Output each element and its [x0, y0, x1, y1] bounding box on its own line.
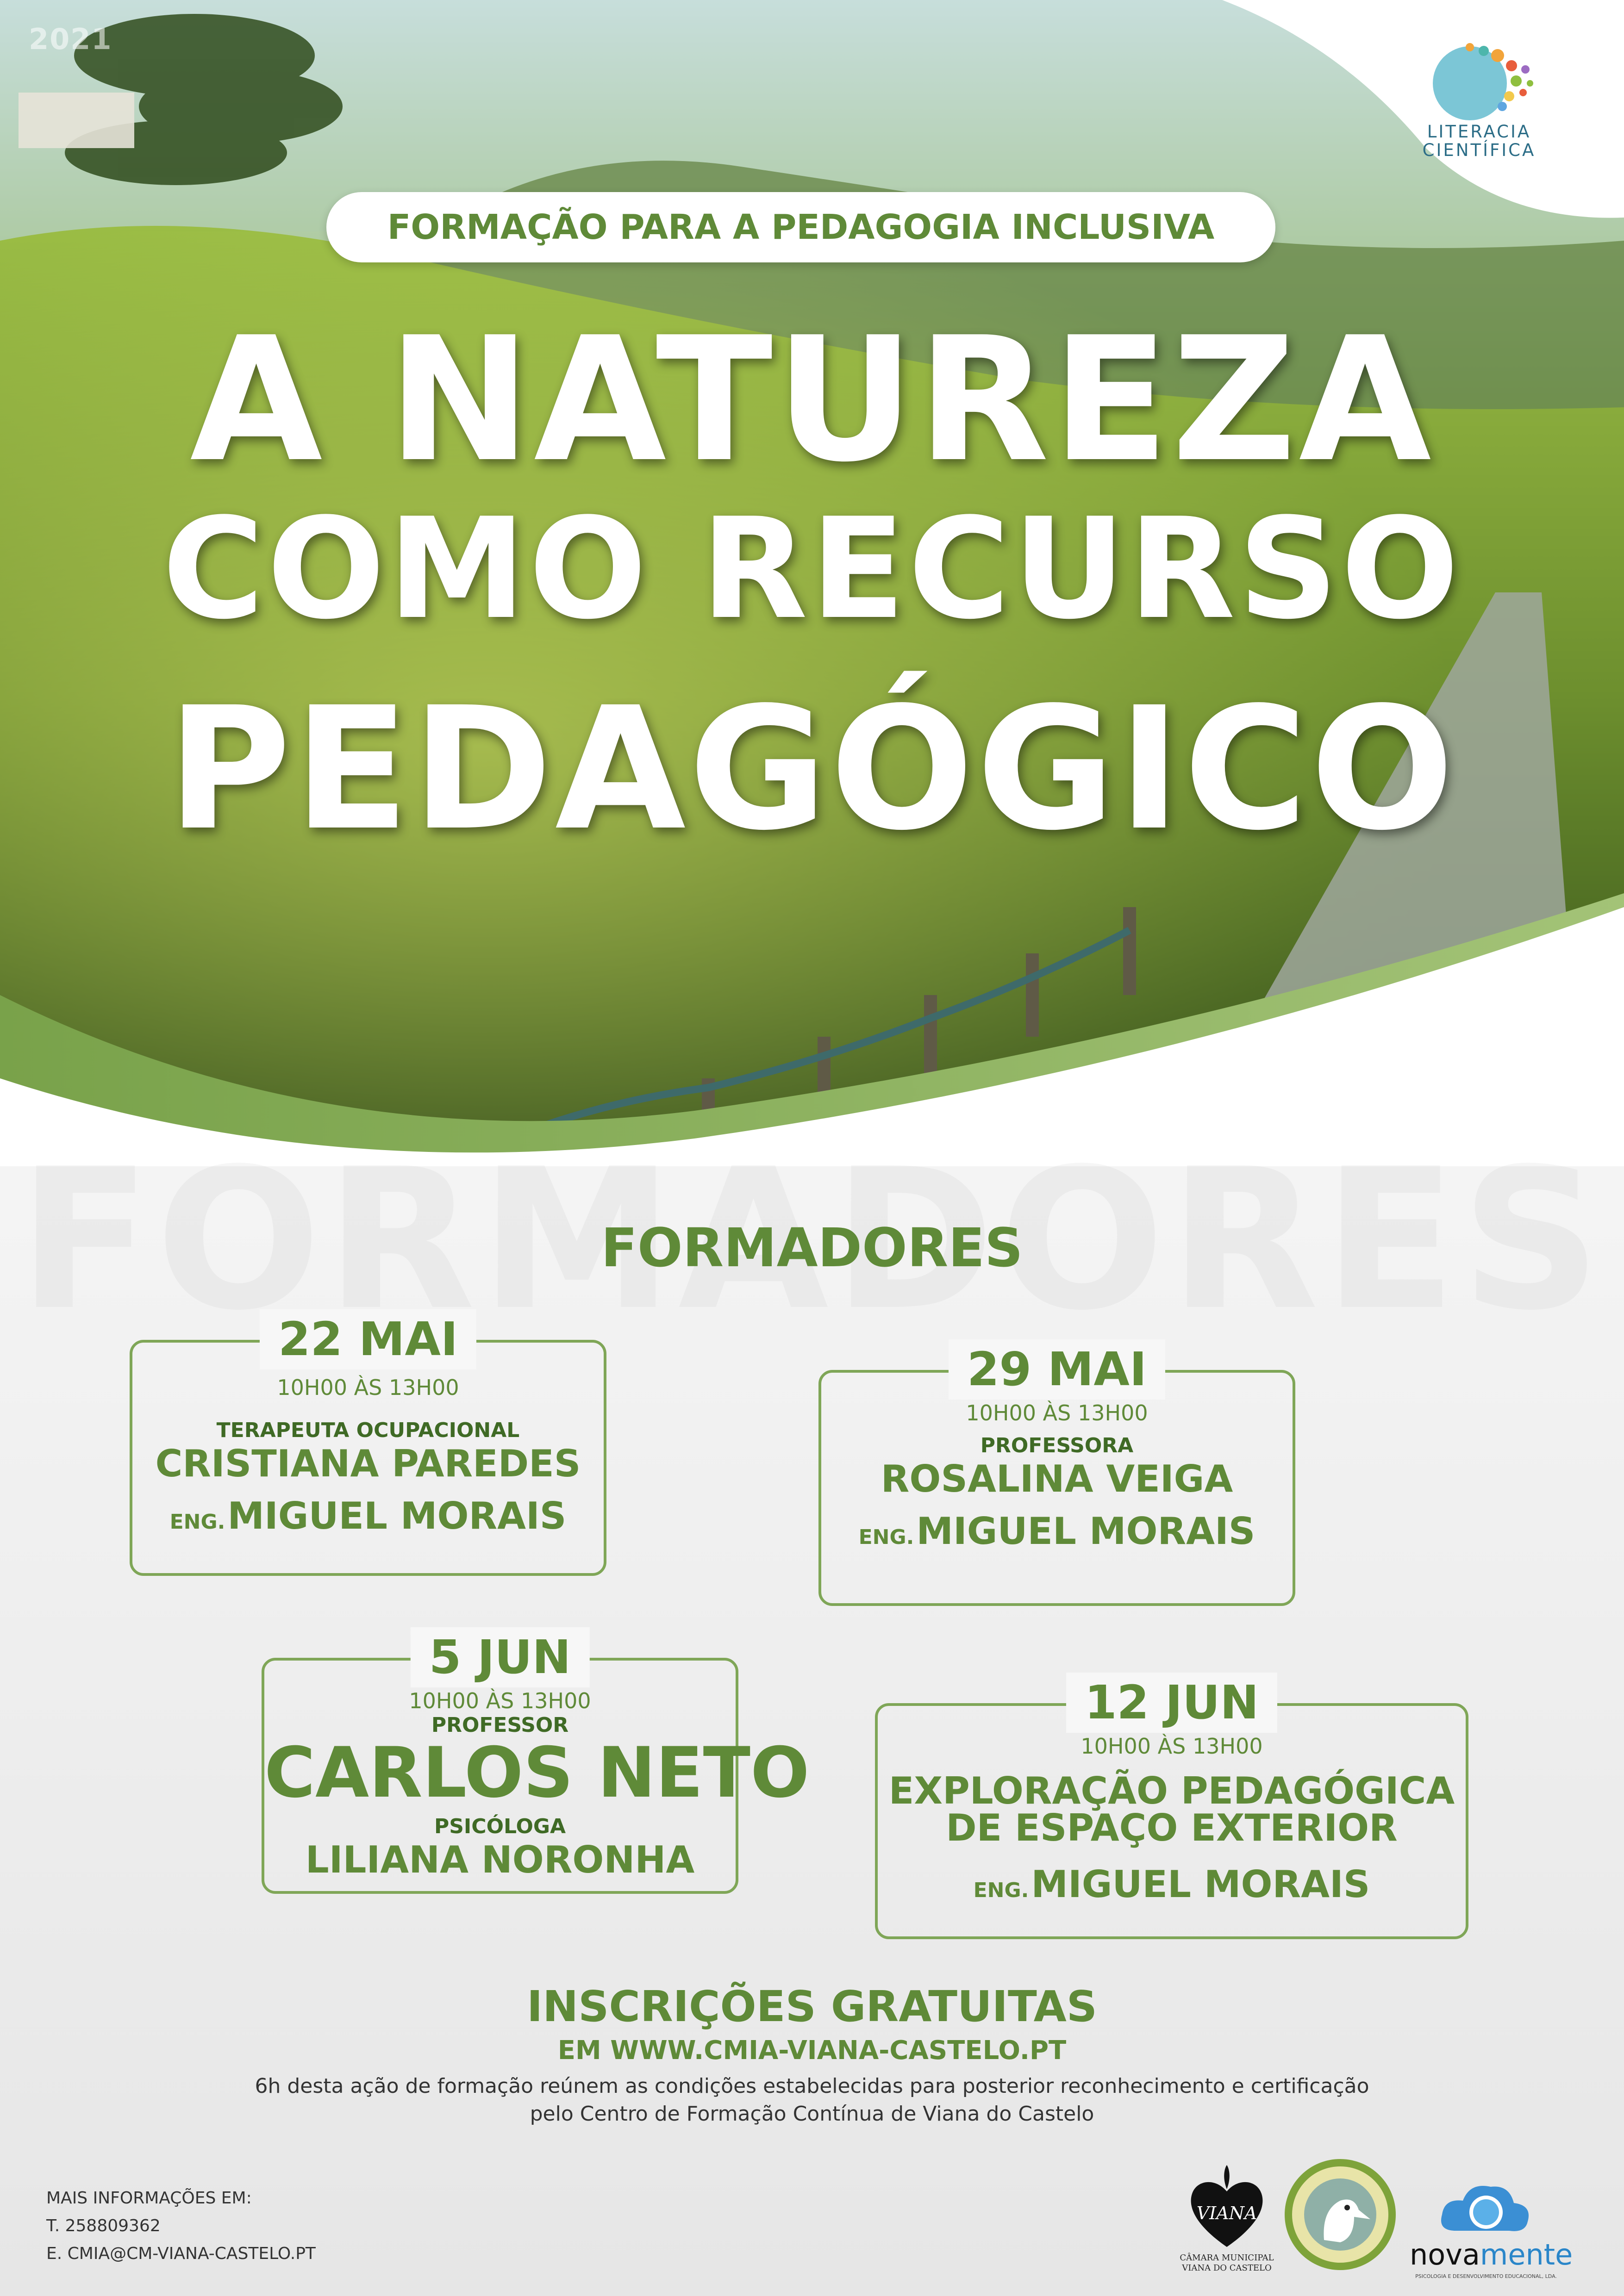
novamente-word-b: mente — [1480, 2238, 1573, 2271]
novamente-logo — [1410, 2171, 1573, 2282]
contact-email[interactable]: E. CMIA@CM-VIANA-CASTELO.PT — [46, 2244, 316, 2263]
formadores-title: FORMADORES — [601, 1217, 1023, 1279]
session-date: 5 JUN — [411, 1627, 590, 1687]
title-line2: COMO RECURSO — [162, 488, 1462, 650]
trainer-name: CRISTIANA PAREDES — [155, 1442, 581, 1485]
session-card-29-mai — [818, 1342, 1295, 1606]
title-line3: PEDAGÓGICO — [167, 671, 1457, 868]
cm-line1: CÂMARA MUNICIPAL — [1180, 2253, 1274, 2263]
eng-name: MIGUEL MORAIS — [1031, 1863, 1370, 1906]
session-card-5-jun — [262, 1630, 810, 1894]
logo-line2: CIENTÍFICA — [1422, 140, 1536, 160]
cmia-logo — [1285, 2159, 1396, 2270]
novamente-word-a: nova — [1410, 2238, 1480, 2271]
subtitle-pill: FORMAÇÃO PARA A PEDAGOGIA INCLUSIVA — [326, 192, 1275, 262]
camara-municipal-logo — [1178, 2161, 1275, 2282]
eng-prefix: ENG. — [858, 1525, 914, 1549]
title-line1: A NATUREZA — [190, 301, 1434, 500]
session-time: 10H00 ÀS 13H00 — [1081, 1734, 1263, 1759]
session-time: 10H00 ÀS 13H00 — [277, 1375, 459, 1400]
session-date: 22 MAI — [260, 1309, 476, 1369]
contact-label: MAIS INFORMAÇÕES EM: — [46, 2189, 252, 2208]
logo-line1: LITERACIA — [1427, 122, 1531, 142]
certification-note — [0, 2072, 1624, 2128]
session-date: 12 JUN — [1066, 1673, 1277, 1733]
dots-globe-icon — [1419, 37, 1539, 123]
cloud-globe-icon — [1410, 2171, 1562, 2240]
heart-emblem-icon — [1178, 2161, 1275, 2252]
trainer-role-2: PSICÓLOGA — [434, 1814, 566, 1838]
session-time: 10H00 ÀS 13H00 — [966, 1400, 1148, 1425]
year-label: 2021 — [29, 22, 112, 56]
registration-url[interactable]: EM WWW.CMIA-VIANA-CASTELO.PT — [557, 2035, 1067, 2066]
eng-name: MIGUEL MORAIS — [227, 1494, 567, 1537]
session-topic-line2: DE ESPAÇO EXTERIOR — [946, 1806, 1398, 1849]
certification-line1: 6h desta ação de formação reúnem as condições estabelecidas para posterior reconhecimento e certificação — [255, 2074, 1369, 2098]
trainer-role: PROFESSORA — [980, 1434, 1134, 1457]
cm-line2: VIANA DO CASTELO — [1182, 2263, 1272, 2273]
literacia-cientifica-logo — [1419, 37, 1539, 180]
certification-line2: pelo Centro de Formação Contínua de Viana do Castelo — [530, 2102, 1094, 2126]
contact-info — [46, 2184, 316, 2268]
trainer-role: TERAPEUTA OCUPACIONAL — [216, 1419, 520, 1442]
trainer-name-2: LILIANA NORONHA — [305, 1838, 695, 1881]
session-date: 29 MAI — [949, 1339, 1165, 1400]
trainer-name: ROSALINA VEIGA — [881, 1457, 1233, 1500]
novamente-sub: PSICOLOGIA E DESENVOLVIMENTO EDUCACIONAL, LDA. — [1415, 2273, 1557, 2279]
eng-prefix: ENG. — [973, 1879, 1029, 1902]
trainer-name-featured: CARLOS NETO — [264, 1733, 810, 1813]
session-card-12-jun — [875, 1675, 1468, 1939]
session-topic-line1: EXPLORAÇÃO PEDAGÓGICA — [888, 1769, 1455, 1812]
eng-prefix: ENG. — [169, 1510, 225, 1534]
session-time: 10H00 ÀS 13H00 — [409, 1688, 591, 1713]
emblem-text: VIANA — [1196, 2203, 1257, 2223]
contact-phone[interactable]: T. 258809362 — [46, 2216, 161, 2235]
pelican-badge-icon — [1285, 2159, 1396, 2270]
registration-title: INSCRIÇÕES GRATUITAS — [526, 1982, 1098, 2031]
eng-name: MIGUEL MORAIS — [916, 1510, 1255, 1553]
trainer-role: PROFESSOR — [431, 1713, 569, 1737]
session-card-22-mai — [130, 1312, 606, 1576]
